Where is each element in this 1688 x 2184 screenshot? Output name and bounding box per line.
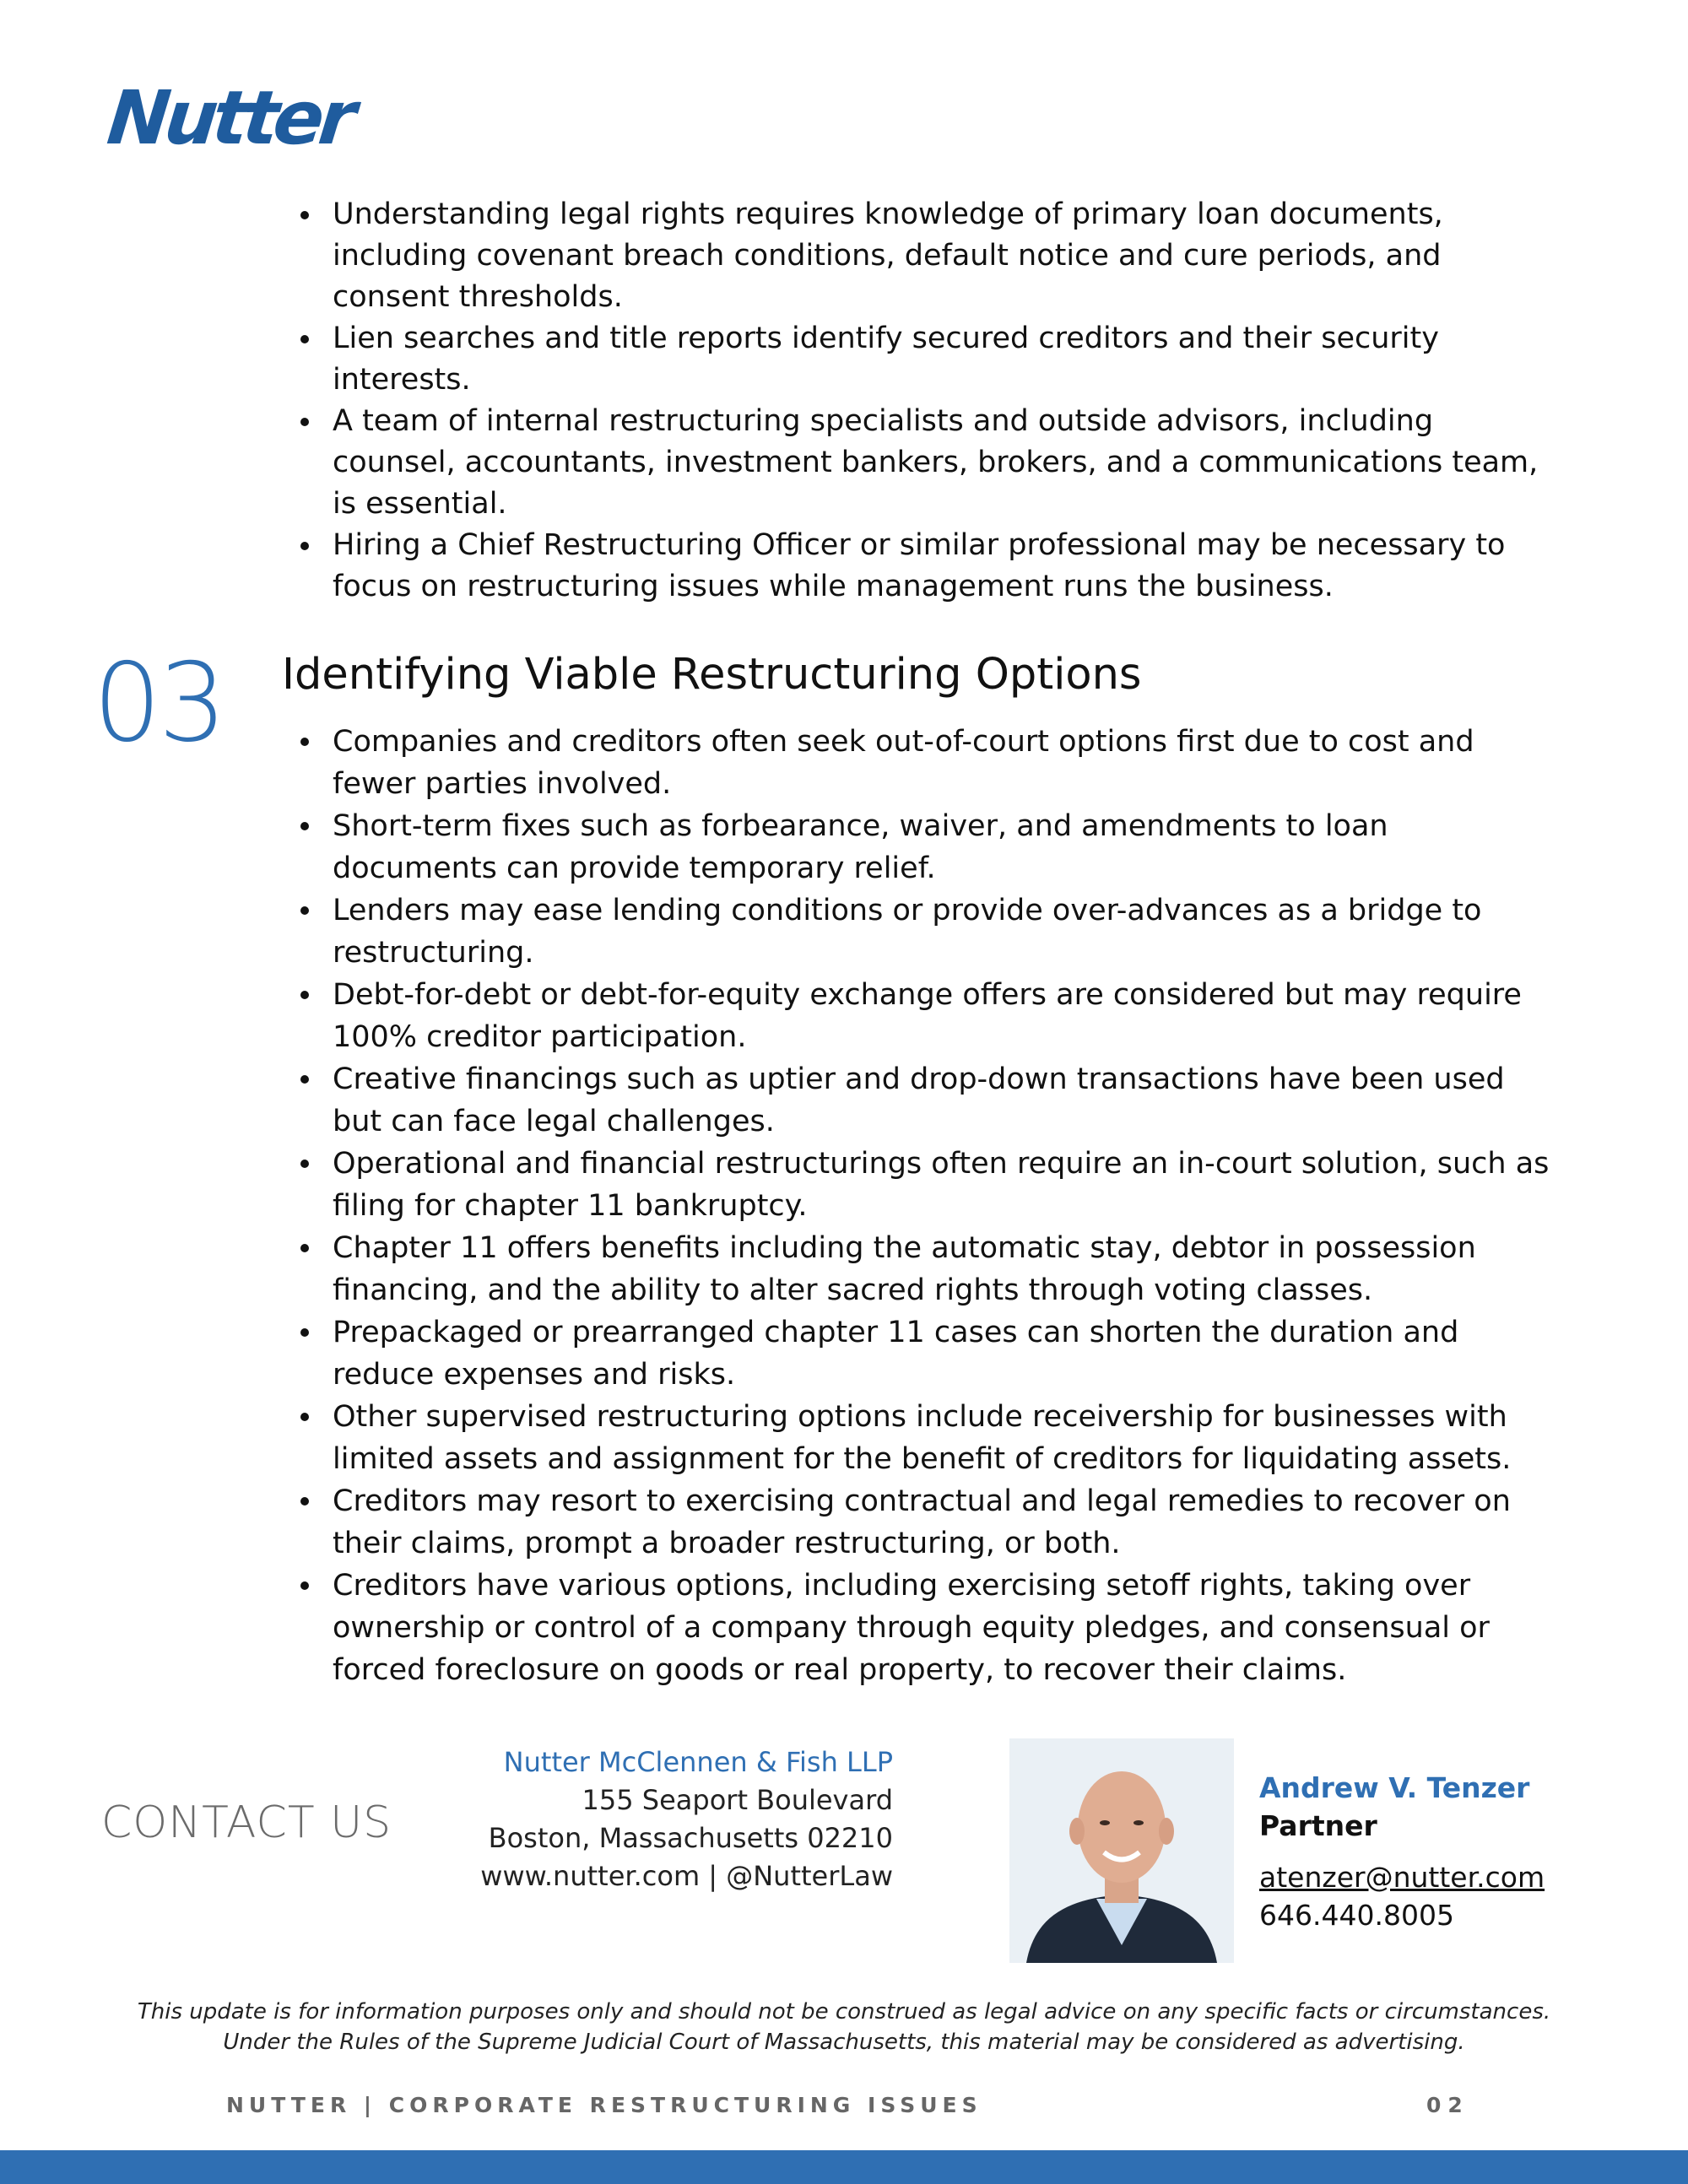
phone-number: 646.440.8005: [1259, 1899, 1454, 1932]
list-item: Other supervised restructuring options include receivership for businesses with limited assets and assignment for the benefit of creditors for liquidating assets.: [300, 1396, 1550, 1480]
headshot-image: [1009, 1738, 1234, 1963]
list-item: Short-term fixes such as forbearance, waiver, and amendments to loan documents can provide temporary relief.: [300, 805, 1550, 889]
disclaimer: [0, 1997, 1688, 2057]
list-item: Creditors have various options, including exercising setoff rights, taking over ownership or control of a company through equity pledges, and consensual or forced foreclosure on goods or real property, to recover their claims.: [300, 1565, 1550, 1691]
footer-title: NUTTER | CORPORATE RESTRUCTURING ISSUES: [226, 2093, 982, 2117]
list-item: Prepackaged or prearranged chapter 11 cases can shorten the duration and reduce expenses and risks.: [300, 1311, 1550, 1396]
nutter-logo: Nutter: [103, 74, 355, 161]
disclaimer-line: Under the Rules of the Supreme Judicial Court of Massachusetts, this material may be considered as advertising.: [223, 2030, 1465, 2055]
firm-address-block: [480, 1743, 893, 1895]
list-item: Creative financings such as uptier and drop-down transactions have been used but can face legal challenges.: [300, 1058, 1550, 1143]
contact-person-block: [1259, 1769, 1545, 1934]
email-link[interactable]: atenzer@nutter.com: [1259, 1861, 1545, 1894]
list-item: Hiring a Chief Restructuring Officer or similar professional may be necessary to focus on restructuring issues while management runs the business.: [300, 525, 1550, 608]
list-item: A team of internal restructuring specialists and outside advisors, including counsel, accountants, investment bankers, brokers, and a communications team, is essential.: [300, 401, 1550, 525]
intro-bullet-list: [300, 194, 1550, 608]
list-item: Understanding legal rights requires knowledge of primary loan documents, including covenant breach conditions, default notice and cure periods, and consent thresholds.: [300, 194, 1550, 318]
list-item: Lenders may ease lending conditions or provide over-advances as a bridge to restructuring.: [300, 889, 1550, 974]
firm-name: Nutter McClennen & Fish LLP: [503, 1746, 893, 1778]
address-line: Boston, Massachusetts 02210: [488, 1822, 893, 1854]
section-bullet-list: [300, 721, 1550, 1691]
contact-heading: CONTACT US: [101, 1797, 392, 1848]
list-item: Creditors may resort to exercising contractual and legal remedies to recover on their claims, prompt a broader restructuring, or both.: [300, 1480, 1550, 1565]
person-name: Andrew V. Tenzer: [1259, 1771, 1530, 1804]
person-title: Partner: [1259, 1809, 1377, 1842]
footer-bar: [0, 2150, 1688, 2184]
page-number: 02: [1426, 2093, 1469, 2117]
list-item: Operational and financial restructurings often require an in-court solution, such as filing for chapter 11 bankruptcy.: [300, 1143, 1550, 1227]
list-item: Lien searches and title reports identify secured creditors and their security interests.: [300, 318, 1550, 401]
headshot-photo: [1009, 1738, 1234, 1963]
address-line: 155 Seaport Boulevard: [582, 1784, 893, 1816]
list-item: Companies and creditors often seek out-of-court options first due to cost and fewer parties involved.: [300, 721, 1550, 805]
section-number: 03: [93, 641, 224, 766]
list-item: Debt-for-debt or debt-for-equity exchange offers are considered but may require 100% creditor participation.: [300, 974, 1550, 1058]
list-item: Chapter 11 offers benefits including the automatic stay, debtor in possession financing, and the ability to alter sacred rights through voting classes.: [300, 1227, 1550, 1311]
section-heading: Identifying Viable Restructuring Options: [282, 650, 1142, 700]
website-social-line[interactable]: www.nutter.com | @NutterLaw: [480, 1860, 893, 1892]
disclaimer-line: This update is for information purposes only and should not be construed as legal advice on any specific facts or circumstances.: [137, 1999, 1551, 2025]
